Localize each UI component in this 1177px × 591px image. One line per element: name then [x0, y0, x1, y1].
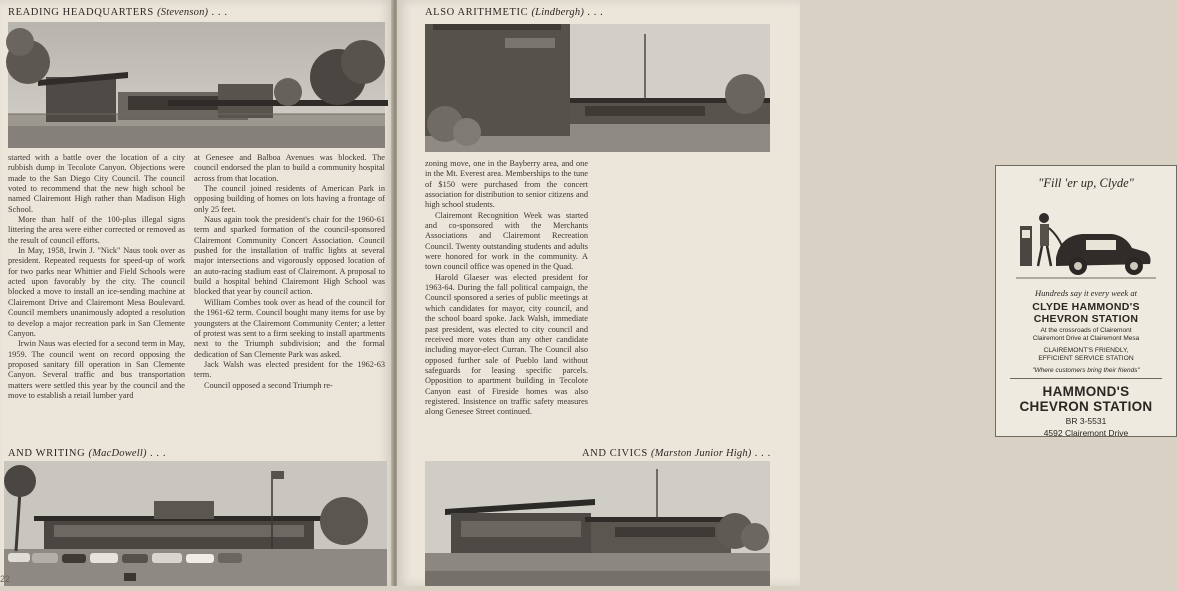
ad-divider	[1010, 378, 1162, 379]
ad-station-line1: CLYDE HAMMOND'S	[1032, 301, 1140, 313]
page-number: 22	[0, 574, 11, 584]
ad-slogan: "Fill 'er up, Clyde"	[1038, 176, 1134, 190]
paragraph: The council joined residents of American Park in opposing building of homes on lots having a frontage of only 25 feet.	[194, 184, 385, 214]
ad-friendly-line2: EFFICIENT SERVICE STATION	[1038, 355, 1134, 362]
photo-marston-svg	[425, 461, 770, 586]
photo-lindbergh-svg	[425, 24, 770, 152]
photo-lindbergh-school	[425, 24, 770, 152]
ad-illustration-car-attendant	[1016, 196, 1156, 286]
paragraph: started with a battle over the location of a city rubbish dump in Tecolote Canyon. Objections were made to the San Diego City Council. The council voted to recommend that the new high school be named Clairemont High rather than Madison High School.	[8, 153, 185, 214]
heading-writing-main: AND WRITING	[8, 448, 86, 459]
heading-arith-main: ALSO ARITHMETIC	[425, 7, 529, 18]
paragraph: Irwin Naus was elected for a second term in May, 1959. The council went on record opposing the proposed sanitary fill operation in San Clemente Canyon. Several traffic and bus transportation matters were settled this year by the council and the move to establish a retail lumber yard	[8, 339, 185, 400]
right-page	[397, 0, 1153, 586]
ad-station-name-large	[996, 384, 1176, 414]
ad-hundreds-text: Hundreds say it every week at	[1035, 288, 1137, 298]
heading-arith-dots: . . .	[587, 7, 604, 18]
ad-friendly	[996, 347, 1176, 363]
heading-also-arithmetic	[425, 7, 603, 18]
heading-and-civics	[582, 448, 771, 459]
ad-friendly-line1: CLAIREMONT'S FRIENDLY,	[1043, 347, 1129, 354]
heading-arith-sub: (Lindbergh)	[531, 7, 585, 18]
paragraph: at Genesee and Balboa Avenues was blocked. The council endorsed the plan to build a community hospital across from that location.	[194, 153, 385, 183]
photo-macdowell-school	[4, 461, 387, 586]
left-column-1	[8, 153, 185, 401]
paragraph: Naus again took the president's chair for the 1960-61 term and sparked formation of the council-sponsored Clairemont Community Concert Association. Council pushed for the installation of traffic lights at several major intersections and vigorously opposed location of an auto-racing stadium east of Clairemont. A proposal to build a hospital behind Clairemont High School was blocked that year by council action.	[194, 215, 385, 297]
paragraph: William Combes took over as head of the council for the 1961-62 term. Council bought many items for use by youngsters at the Clairemont Community Center; a letter of protest was sent to a firm seeking to install apartments next to the Triumph subdivision; and the formal dedication of San Clemente Park was asked.	[194, 297, 385, 359]
heading-writing-dots: . . .	[149, 448, 167, 459]
photo-stevenson-school	[8, 22, 385, 148]
right-column-1	[425, 159, 588, 418]
paragraph: Harold Glaeser was elected president for 1963-64. During the fall political campaign, the Council sponsored a series of public meetings at which candidates for mayor, city council, and the school board spoke. Jack Walsh, immediate past president, was elected to city council and received more votes than any other candidate including mayor-elect Curran. The Council also opposed further sale of Pueblo land without safeguards for leasing specific parcels. Opposition to apartment building in Tecolote Canyon east of Fireside homes was also registered. Insistence on traffic safety measures along Genesee Street continued.	[425, 272, 588, 417]
heading-reading-headquarters	[8, 7, 228, 18]
photo-marston-school	[425, 461, 770, 586]
heading-and-writing	[8, 448, 166, 459]
ad-crossroads	[996, 327, 1176, 342]
heading-civics-sub: (Marston Junior High)	[651, 448, 752, 459]
paragraph: Jack Walsh was elected president for the 1962-63 term.	[194, 359, 385, 380]
ad-station-name-small	[996, 301, 1176, 325]
paragraph: Council opposed a second Triumph re-	[204, 380, 333, 390]
photo-stevenson-svg	[8, 22, 385, 148]
ad-big-line1: HAMMOND'S	[1042, 384, 1130, 399]
paragraph: More than half of the 100-plus illegal signs littering the area were either corrected or removed as the result of council efforts.	[8, 215, 185, 245]
ad-phone: BR 3-5531	[1065, 416, 1107, 426]
heading-reading-sub: (Stevenson)	[157, 7, 209, 18]
heading-civics-main: AND CIVICS	[582, 448, 648, 459]
paragraph: Clairemont Recognition Week was started and co-sponsored with the Merchants Associations and Clairemont Recreation Council. Twenty outstanding students and adults were honored for work in the community. A town council office was opened in the Quad.	[425, 210, 588, 272]
chevron-station-ad	[995, 165, 1177, 437]
ad-address: 4592 Clairemont Drive	[1043, 428, 1129, 438]
ad-crossroads-line1: At the crossroads of Clairemont	[1040, 327, 1132, 334]
paragraph: In May, 1958, Irwin J. "Nick" Naus took over as president. Repeated requests for speed-up of work for two parks near Whittier and Field Schools were acted upon favorably by the city. The council blocked a move to install an ice-sending machine at Clairemont Drive and Clairemont Mesa Boulevard. Council members unanimously adopted a resolution to develop a major recreation park in San Clemente Canyon.	[8, 246, 185, 338]
left-page	[0, 0, 393, 586]
heading-writing-sub: (MacDowell)	[88, 448, 147, 459]
heading-reading-main: READING HEADQUARTERS	[8, 7, 154, 18]
ad-motto: "Where customers bring their friends"	[1032, 367, 1140, 374]
photo-macdowell-svg	[4, 461, 387, 586]
paragraph: zoning move, one in the Bayberry area, and one in the Mt. Everest area. Memberships to the tune of $150 were purchased from the concert association for distribution to senior citizens and high school students.	[425, 159, 588, 210]
heading-civics-dots: . . .	[754, 448, 771, 459]
ad-crossroads-line2: Clairemont Drive at Clairemont Mesa	[1032, 334, 1140, 342]
ad-big-line2: CHEVRON STATION	[1019, 399, 1153, 414]
heading-reading-dots: . . .	[211, 7, 228, 18]
left-column-2	[194, 153, 385, 391]
ad-station-line2: CHEVRON STATION	[1033, 313, 1139, 325]
